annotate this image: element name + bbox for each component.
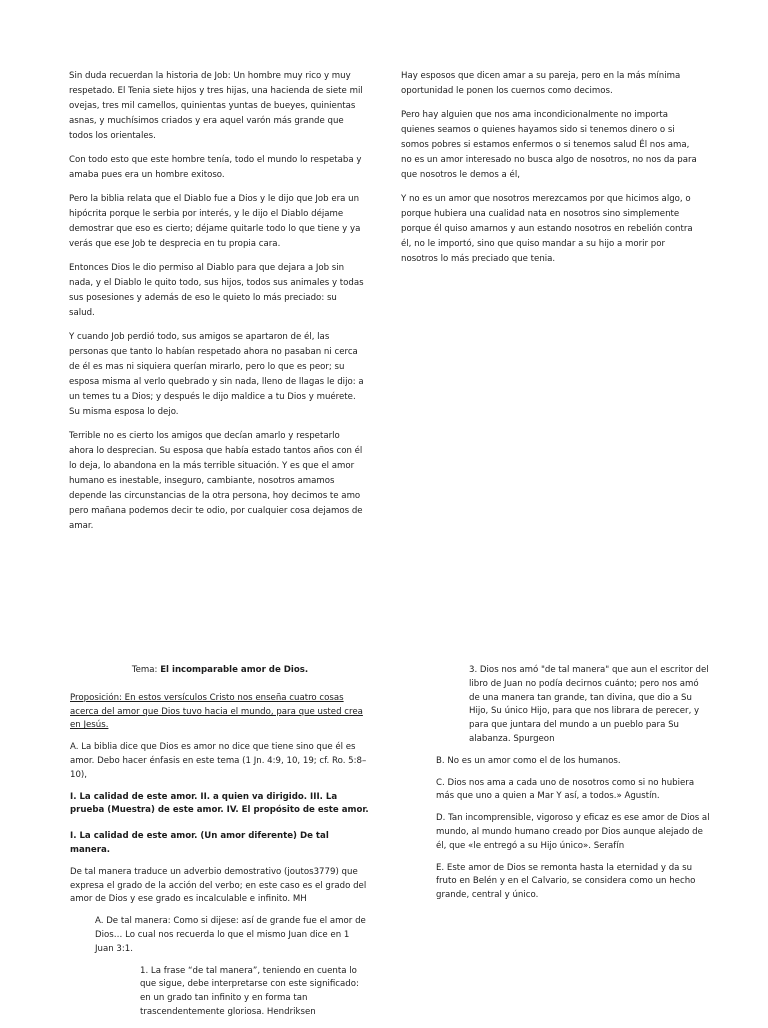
proposition: Proposición: En estos versículos Cristo nos enseña cuatro cosas acerca del amor que Dios tuvo hacia el mundo, para que usted crea en Jesús. (70, 692, 363, 731)
paragraph: Pero hay alguien que nos ama incondicionalmente no importa quienes seamos o quienes hayamos sido si tenemos dinero o si somos pobres si estamos enfermos o si tenemos salud Él nos ama, no es un amor interesado no busca algo de nosotros, no nos da para que nosotros le demos a él, (401, 110, 697, 180)
paragraph: Pero la biblia relata que el Diablo fue a Dios y le dijo que Job era un hipócrita porque le serbia por interés, y le dijo el Diablo déjame demostrar que eso es cierto; déjame quitarle todo lo que tiene y ya verás que ese Job te desprecia en tu propia cara. (69, 194, 361, 249)
bottom-right-column (436, 664, 711, 911)
point-b: B. No es un amor como el de los humanos. (436, 755, 621, 766)
paragraph: Y cuando Job perdió todo, sus amigos se apartaron de él, las personas que tanto lo habían respetado ahora no pasaban ni cerca de él es mas ni siquiera querían mirarlo, pero lo que es peor; su esposa misma al verlo quebrado y sin nada, lleno de llagas le dijo: a un temes tu a Dios; y después le dijo maldice a tu Dios y muérete. Su misma esposa lo dejo. (69, 332, 364, 417)
tema-value: El incomparable amor de Dios. (160, 665, 309, 675)
point-d: D. Tan incomprensible, vigoroso y eficaz es ese amor de Dios al mundo, al mundo humano creado por Dios aunque alejado de él, que «le entregó a su Hijo único». Serafín (436, 813, 710, 851)
paragraph: Y no es un amor que nosotros merezcamos por que hicimos algo, o porque hubiera una cualidad nata en nosotros sino simplemente porque él quiso amarnos y aun estando nosotros en rebelión contra él, no le importó, sino que quiso mandar a su hijo a morir por nosotros lo más preciado que tenia. (401, 194, 693, 264)
paragraph: Entonces Dios le dio permiso al Diablo para que dejara a Job sin nada, y el Diablo le quito todo, sus hijos, todos sus animales y todas sus posesiones y además de eso le quieto lo más preciado: su salud. (69, 263, 364, 318)
paragraph: De tal manera traduce un adverbio demostrativo (joutos3779) que expresa el grado de la acción del verbo; en este caso es el grado del amor de Dios y ese grado es incalculable e infinito. MH (70, 866, 367, 905)
subpoint-1: 1. La frase “de tal manera”, teniendo en cuenta lo que sigue, debe interpretarse con este significado: en un grado tan infinito y en forma tan trascendentemente gloriosa. Hendriksen (140, 965, 359, 1017)
subpoint-3: 3. Dios nos amó "de tal manera" que aun el escritor del libro de Juan no podía decirnos cuánto; pero nos amó de una manera tan grande, tan divina, que dio a Su Hijo, Su único Hijo, para que nos librara de perecer, y para que juntara del mundo a un pueblo para Su alabanza. Spurgeon (469, 665, 709, 744)
top-left-column (69, 69, 365, 543)
point-e: E. Este amor de Dios se remonta hasta la eternidad y da su fruto en Belén y en el Calvario, se considera como un hecho grande, central y único. (436, 862, 696, 901)
section-heading: I. La calidad de este amor. (Un amor diferente) De tal manera. (70, 831, 329, 855)
sermon-title (70, 664, 370, 678)
paragraph: Hay esposos que dicen amar a su pareja, pero en la más mínima oportunidad le ponen los cuernos como decimos. (401, 71, 681, 96)
paragraph: Terrible no es cierto los amigos que decían amarlo y respetarlo ahora lo desprecian. Su esposa que había estado tantos años con él lo deja, lo abandona en la más terrible situación. Y es que el amor humano es inestable, inseguro, cambiante, nosotros amamos depende las circunstancias de la otra persona, hoy decimos te amo pero mañana podemos decir te odio, por cualquier cosa dejamos de amar. (69, 431, 363, 531)
intro-point-a: A. La biblia dice que Dios es amor no dice que tiene sino que él es amor. Debo hacer énfasis en este tema (1 Jn. 4:9, 10, 19; cf. Ro. 5:8–10), (70, 742, 367, 780)
point-c: C. Dios nos ama a cada uno de nosotros como si no hubiera más que uno a quien a Mar Y así, a todos.» Agustín. (436, 777, 695, 802)
sermon-outline: I. La calidad de este amor. II. a quien va dirigido. III. La prueba (Muestra) de este amor. IV. El propósito de este amor. (70, 791, 369, 816)
bottom-left-column (70, 664, 370, 1028)
top-right-column (401, 69, 697, 276)
paragraph: Sin duda recuerdan la historia de Job: Un hombre muy rico y muy respetado. El Tenia siete hijos y tres hijas, una hacienda de siete mil ovejas, tres mil camellos, quinientas yuntas de bueyes, quinientas asnas, y muchísimos criados y era aquel varón más grande que todos los orientales. (69, 71, 363, 141)
subpoint-a: A. De tal manera: Como si dijese: así de grande fue el amor de Dios… Lo cual nos recuerda lo que el mismo Juan dice en 1 Juan 3:1. (95, 916, 366, 954)
paragraph: Con todo esto que este hombre tenía, todo el mundo lo respetaba y amaba pues era un hombre exitoso. (69, 155, 362, 180)
tema-label: Tema: (131, 665, 161, 675)
